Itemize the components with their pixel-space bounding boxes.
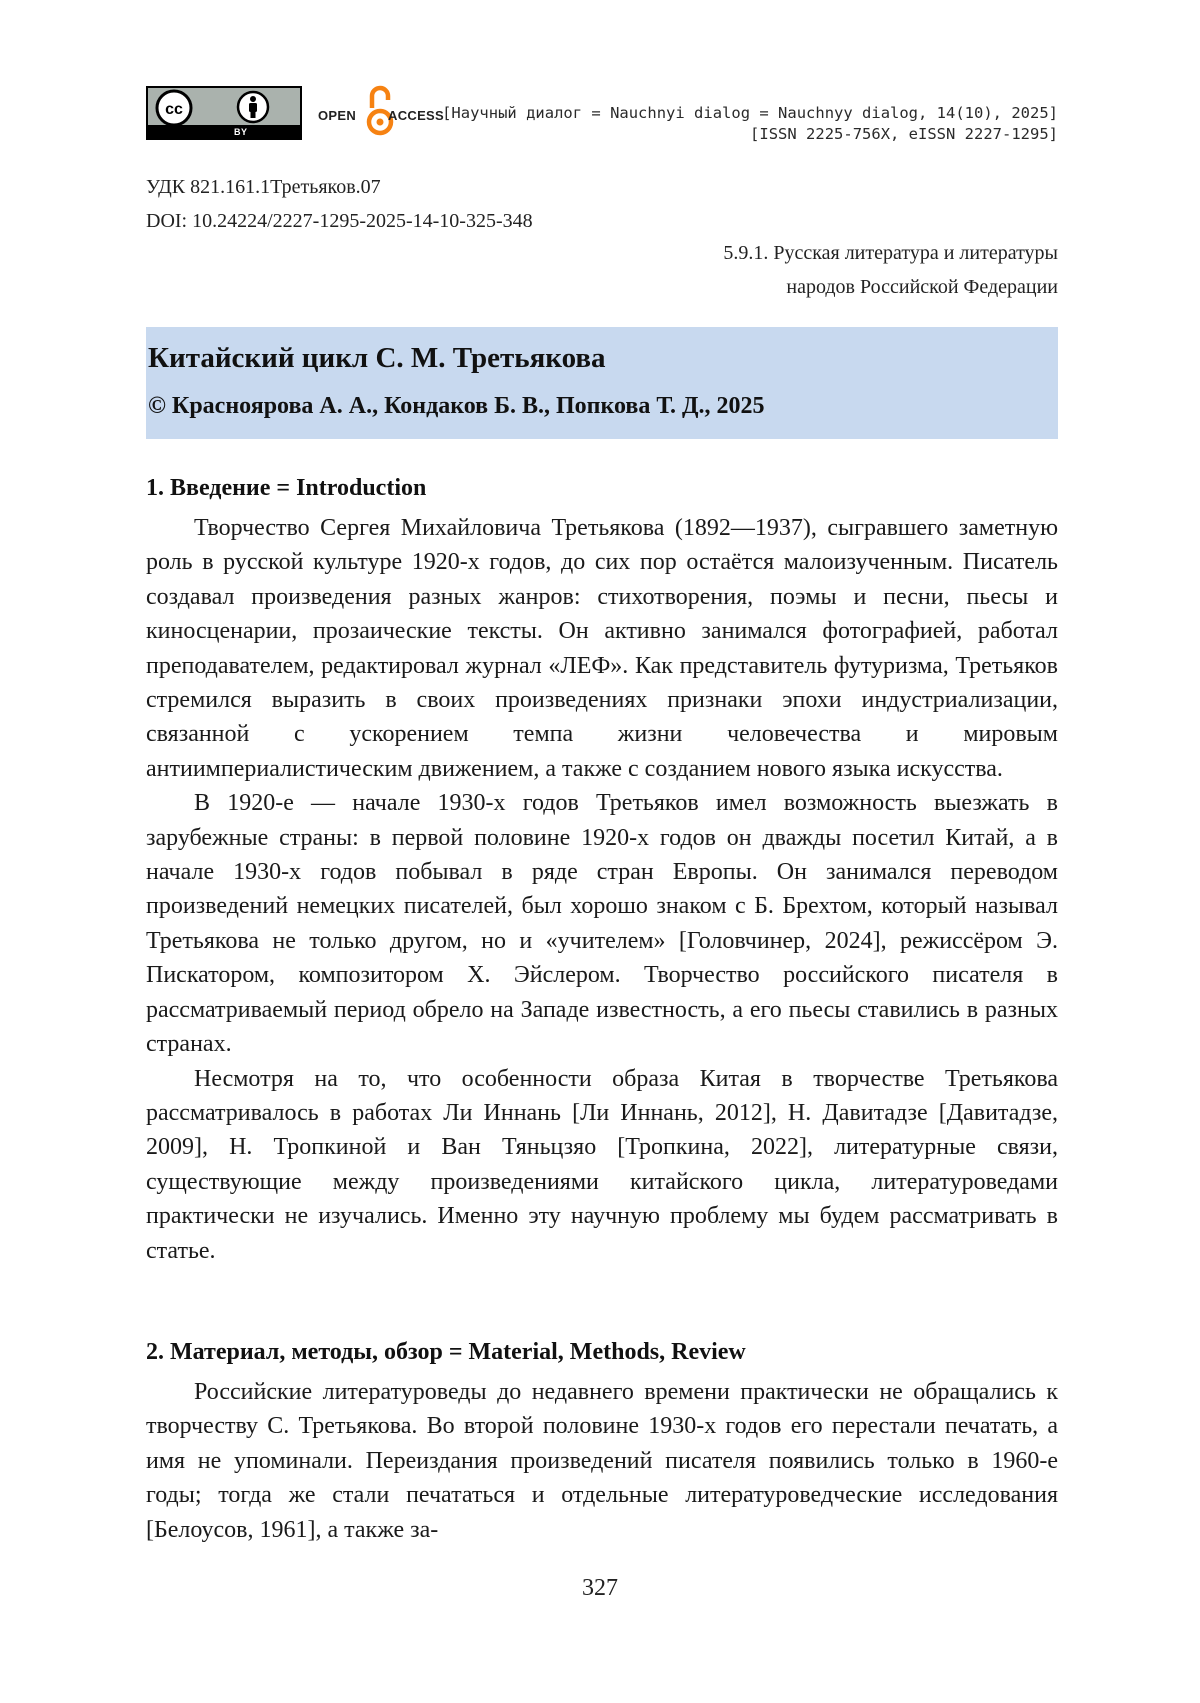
by-attribution-icon — [236, 90, 270, 124]
paragraph: Творчество Сергея Михайловича Третьякова (1892—1937), сыгравшего заметную роль в русской культуре 1920-х годов, до сих пор остаётся малоизученным. Писатель создавал произведения разных жанров: стихотворения, поэмы и песни, пьесы и киносценарии, прозаические тексты. Он активно занимался фотографией, работал преподавателем, редактировал журнал «ЛЕФ». Как представитель футуризма, Третьяков стремился выразить в своих произведениях признаки эпохи индустриализации, связанной с ускорением темпа жизни человечества и мировым антиимпериалистическим движением, а также с созданием нового языка искусства. — [146, 515, 1058, 782]
page-number: 327 — [582, 1575, 618, 1601]
issn-line: [ISSN 2225-756X, eISSN 2227-1295] — [750, 125, 1058, 143]
section-heading-material-methods: 2. Материал, методы, обзор = Material, Methods, Review — [146, 1339, 746, 1365]
article-authors: © Красноярова А. А., Кондаков Б. В., Попкова Т. Д., 2025 — [148, 393, 765, 419]
section-body-material-methods — [146, 1375, 1058, 1547]
cc-bottom-strip — [148, 125, 300, 138]
open-access-right-text: ACCESS — [388, 108, 444, 123]
udc-code: УДК 821.161.1Третьяков.07 — [146, 176, 381, 198]
cc-by-label: BY — [234, 127, 248, 137]
specialty-code — [723, 236, 1058, 304]
section-heading-introduction: 1. Введение = Introduction — [146, 475, 427, 501]
cc-by-license-badge — [146, 86, 302, 140]
svg-text:cc: cc — [165, 101, 183, 118]
cc-icon — [154, 88, 194, 128]
article-title: Китайский цикл С. М. Третьякова — [148, 342, 606, 374]
specialty-line-1: 5.9.1. Русская литература и литературы — [723, 242, 1058, 264]
article-title-box — [146, 327, 1058, 439]
paragraph: В 1920-е — начале 1930-х годов Третьяков имел возможность выезжать в зарубежные страны: в первой половине 1920-х годов он дважды посетил Китай, а в начале 1930-х годов побывал в ряде стран Европы. Он занимался переводом произведений немецких писателей, был хорошо знаком с Б. Брехтом, который называл Третьякова не только другом, но и «учителем» [Головчинер, 2024], режиссёром Э. Пискатором, композитором Х. Эйслером. Творчество российского писателя в рассматриваемый период обрело на Западе известность, а его пьесы ставились в разных странах. — [146, 790, 1058, 1058]
section-body-introduction — [146, 511, 1058, 1268]
specialty-line-2: народов Российской Федерации — [786, 276, 1058, 298]
journal-citation-line: [Научный диалог = Nauchnyi dialog = Nauchnyy dialog, 14(10), 2025] — [442, 104, 1058, 122]
open-access-left-text: OPEN — [318, 108, 357, 123]
paragraph: Несмотря на то, что особенности образа Китая в творчестве Третьякова рассматривалось в работах Ли Иннань [Ли Иннань, 2012], Н. Давитадзе [Давитадзе, 2009], Н. Тропкиной и Ван Тяньцзяо [Тропкина, 2022], литературные связи, существующие между произведениями китайского цикла, литературоведами практически не изучались. Именно эту научную проблему мы будем рассматривать в статье. — [146, 1065, 1058, 1264]
paragraph: Российские литературоведы до недавнего времени практически не обращались к творчеству С. Третьякова. Во второй половине 1930-х годов его перестали печатать, а имя не упоминали. Переиздания произведений писателя появились только в 1960-е годы; тогда же стали печататься и отдельные литературоведческие исследования [Белоусов, 1961], а также за- — [146, 1379, 1058, 1543]
journal-reference — [442, 103, 1058, 145]
doi-line: DOI: 10.24224/2227-1295-2025-14-10-325-348 — [146, 210, 533, 232]
